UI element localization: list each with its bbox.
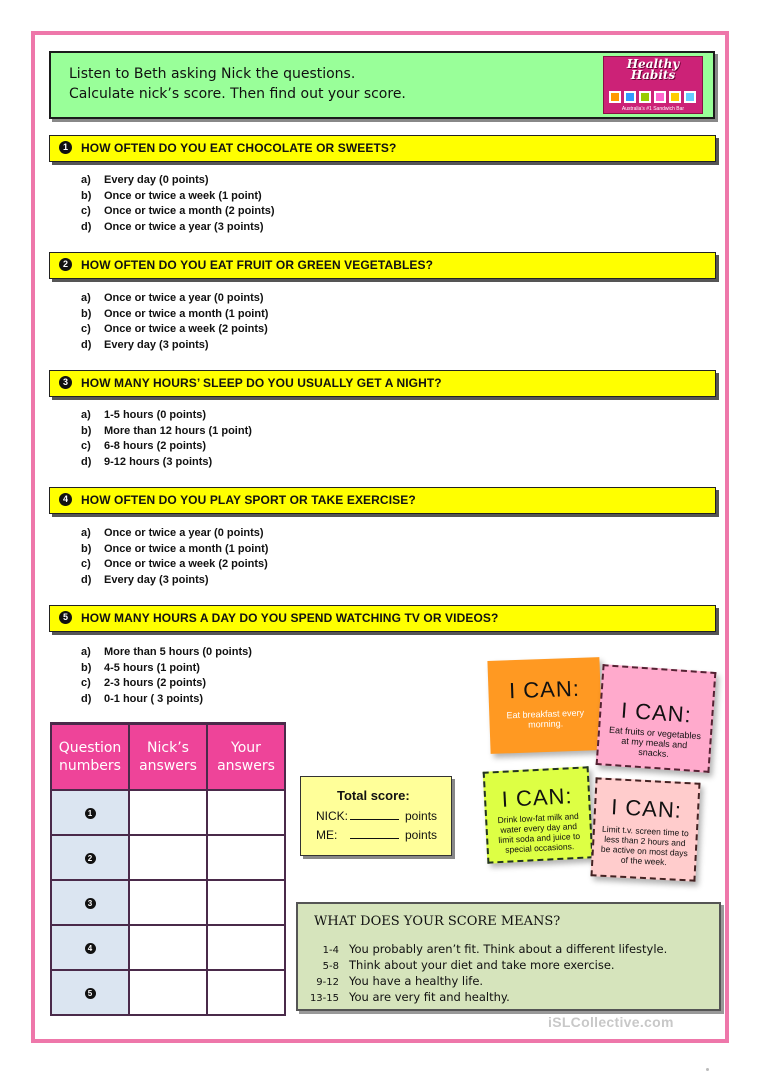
score-meaning-row: 1-4 You probably aren’t fit. Think about a different lifestyle. <box>322 942 668 956</box>
sticky-note-milk <box>483 766 594 863</box>
header-your-answers: Your answers <box>207 724 285 790</box>
logo-square-icon <box>609 91 621 103</box>
note-title: I CAN: <box>501 783 574 812</box>
question-number-icon: 2 <box>59 258 72 271</box>
header-nicks-answers: Nick’s answers <box>129 724 207 790</box>
option-item: d) 9-12 hours (3 points) <box>81 456 213 469</box>
question-number-cell <box>51 970 129 1015</box>
option-item: b) Once or twice a month (1 point) <box>81 307 269 320</box>
healthy-habits-logo <box>603 56 703 114</box>
question-2-bar <box>49 252 716 279</box>
option-item: b) Once or twice a week (1 point) <box>81 189 262 202</box>
your-answer-cell[interactable] <box>207 790 285 835</box>
question-title: HOW MANY HOURS’ SLEEP DO YOU USUALLY GET A NIGHT? <box>81 376 442 390</box>
option-item: a) Once or twice a year (0 points) <box>81 527 264 539</box>
instructions-box <box>49 51 715 119</box>
me-score-blank[interactable] <box>350 827 399 839</box>
question-5-bar <box>49 605 716 632</box>
option-item: a) Every day (0 points) <box>81 174 209 186</box>
option-item: b) More than 12 hours (1 point) <box>81 424 252 437</box>
logo-square-icon <box>669 91 681 103</box>
question-number-icon: 1 <box>59 141 72 154</box>
question-number-icon: 5 <box>59 611 72 624</box>
points-label: points <box>405 809 438 823</box>
option-item: c) 6-8 hours (2 points) <box>81 440 207 453</box>
instruction-line-1: Listen to Beth asking Nick the questions. <box>69 66 356 82</box>
sticky-note-fruit <box>596 664 717 773</box>
question-number-icon: 4 <box>59 493 72 506</box>
table-row <box>51 790 285 835</box>
logo-square-icon <box>639 91 651 103</box>
option-item: c) 2-3 hours (2 points) <box>81 677 207 690</box>
score-table <box>50 722 286 1016</box>
nick-answer-cell[interactable] <box>129 835 207 880</box>
table-row <box>51 835 285 880</box>
number-bullet-icon: 5 <box>85 988 96 999</box>
question-number-cell <box>51 835 129 880</box>
nick-score-blank[interactable] <box>350 808 399 820</box>
question-number-cell <box>51 925 129 970</box>
question-3-options <box>81 408 252 471</box>
question-4-bar <box>49 487 716 514</box>
nick-label: NICK: <box>316 809 349 823</box>
note-text: Eat fruits or vegetables at my meals and snacks. <box>608 724 702 759</box>
nick-answer-cell[interactable] <box>129 970 207 1015</box>
total-score-title: Total score: <box>337 788 410 803</box>
table-row <box>51 970 285 1015</box>
your-answer-cell[interactable] <box>207 835 285 880</box>
question-number-icon: 3 <box>59 376 72 389</box>
option-item: b) 4-5 hours (1 point) <box>81 661 200 674</box>
score-meaning-row: 5-8 Think about your diet and take more exercise. <box>322 958 615 972</box>
note-text: Eat breakfast every morning. <box>506 707 585 730</box>
option-item: a) More than 5 hours (0 points) <box>81 646 252 658</box>
option-item: d) 0-1 hour ( 3 points) <box>81 693 203 706</box>
number-bullet-icon: 3 <box>85 898 96 909</box>
table-row <box>51 925 285 970</box>
option-item: d) Every day (3 points) <box>81 339 209 352</box>
question-title: HOW OFTEN DO YOU EAT FRUIT OR GREEN VEGETABLES? <box>81 258 434 272</box>
points-label: points <box>405 828 438 842</box>
number-bullet-icon: 1 <box>85 808 96 819</box>
me-score-row <box>316 827 437 842</box>
score-meaning-row: 13-15 You are very fit and healthy. <box>309 990 510 1004</box>
option-item: a) Once or twice a year (0 points) <box>81 292 264 304</box>
option-item: c) Once or twice a week (2 points) <box>81 558 268 571</box>
score-meaning-box <box>296 902 721 1011</box>
table-row <box>51 880 285 925</box>
dot-mark <box>706 1068 709 1071</box>
question-5-options <box>81 645 252 708</box>
logo-tagline: Australia’s #1 Sandwich Bar <box>621 106 685 112</box>
your-answer-cell[interactable] <box>207 970 285 1015</box>
number-bullet-icon: 4 <box>85 943 96 954</box>
option-item: a) 1-5 hours (0 points) <box>81 409 207 421</box>
option-item: d) Every day (3 points) <box>81 574 209 587</box>
number-bullet-icon: 2 <box>85 853 96 864</box>
question-1-bar <box>49 135 716 162</box>
note-text: Drink low-fat milk and water every day and limit soda and juice to special occasions. <box>497 810 581 855</box>
question-2-options <box>81 291 268 354</box>
logo-square-icon <box>654 91 666 103</box>
nick-score-row <box>316 808 437 823</box>
note-text: Limit t.v. screen time to less than 2 hours and be active on most days of the week. <box>600 823 689 868</box>
logo-square-icon <box>684 91 696 103</box>
option-item: d) Once or twice a year (3 points) <box>81 221 264 234</box>
question-4-options <box>81 526 268 589</box>
question-title: HOW MANY HOURS A DAY DO YOU SPEND WATCHING TV OR VIDEOS? <box>81 611 499 625</box>
question-title: HOW OFTEN DO YOU EAT CHOCOLATE OR SWEETS? <box>81 141 397 155</box>
note-title: I CAN: <box>620 697 693 728</box>
nick-answer-cell[interactable] <box>129 790 207 835</box>
note-title: I CAN: <box>610 794 683 823</box>
score-meaning-title: WHAT DOES YOUR SCORE MEANS? <box>314 914 561 929</box>
logo-text: Healthy Habits <box>626 57 680 82</box>
nick-answer-cell[interactable] <box>129 925 207 970</box>
question-3-bar <box>49 370 716 397</box>
option-item: b) Once or twice a month (1 point) <box>81 542 269 555</box>
logo-square-icon <box>624 91 636 103</box>
table-header-row <box>51 724 285 790</box>
total-score-box <box>300 776 452 856</box>
instruction-line-2: Calculate nick’s score. Then find out your score. <box>69 86 406 102</box>
your-answer-cell[interactable] <box>207 880 285 925</box>
me-label: ME: <box>316 828 338 842</box>
question-number-cell <box>51 880 129 925</box>
option-item: c) Once or twice a week (2 points) <box>81 323 268 336</box>
question-number-cell <box>51 790 129 835</box>
sticky-note-breakfast <box>487 657 602 754</box>
nick-answer-cell[interactable] <box>129 880 207 925</box>
question-title: HOW OFTEN DO YOU PLAY SPORT OR TAKE EXERCISE? <box>81 493 416 507</box>
watermark: iSLCollective.com <box>548 1014 674 1030</box>
sticky-note-screen-time <box>590 777 700 881</box>
score-meaning-row: 9-12 You have a healthy life. <box>316 974 484 988</box>
option-item: c) Once or twice a month (2 points) <box>81 205 275 218</box>
header-question-numbers: Question numbers <box>51 724 129 790</box>
question-1-options <box>81 173 275 236</box>
your-answer-cell[interactable] <box>207 925 285 970</box>
note-title: I CAN: <box>508 675 581 704</box>
